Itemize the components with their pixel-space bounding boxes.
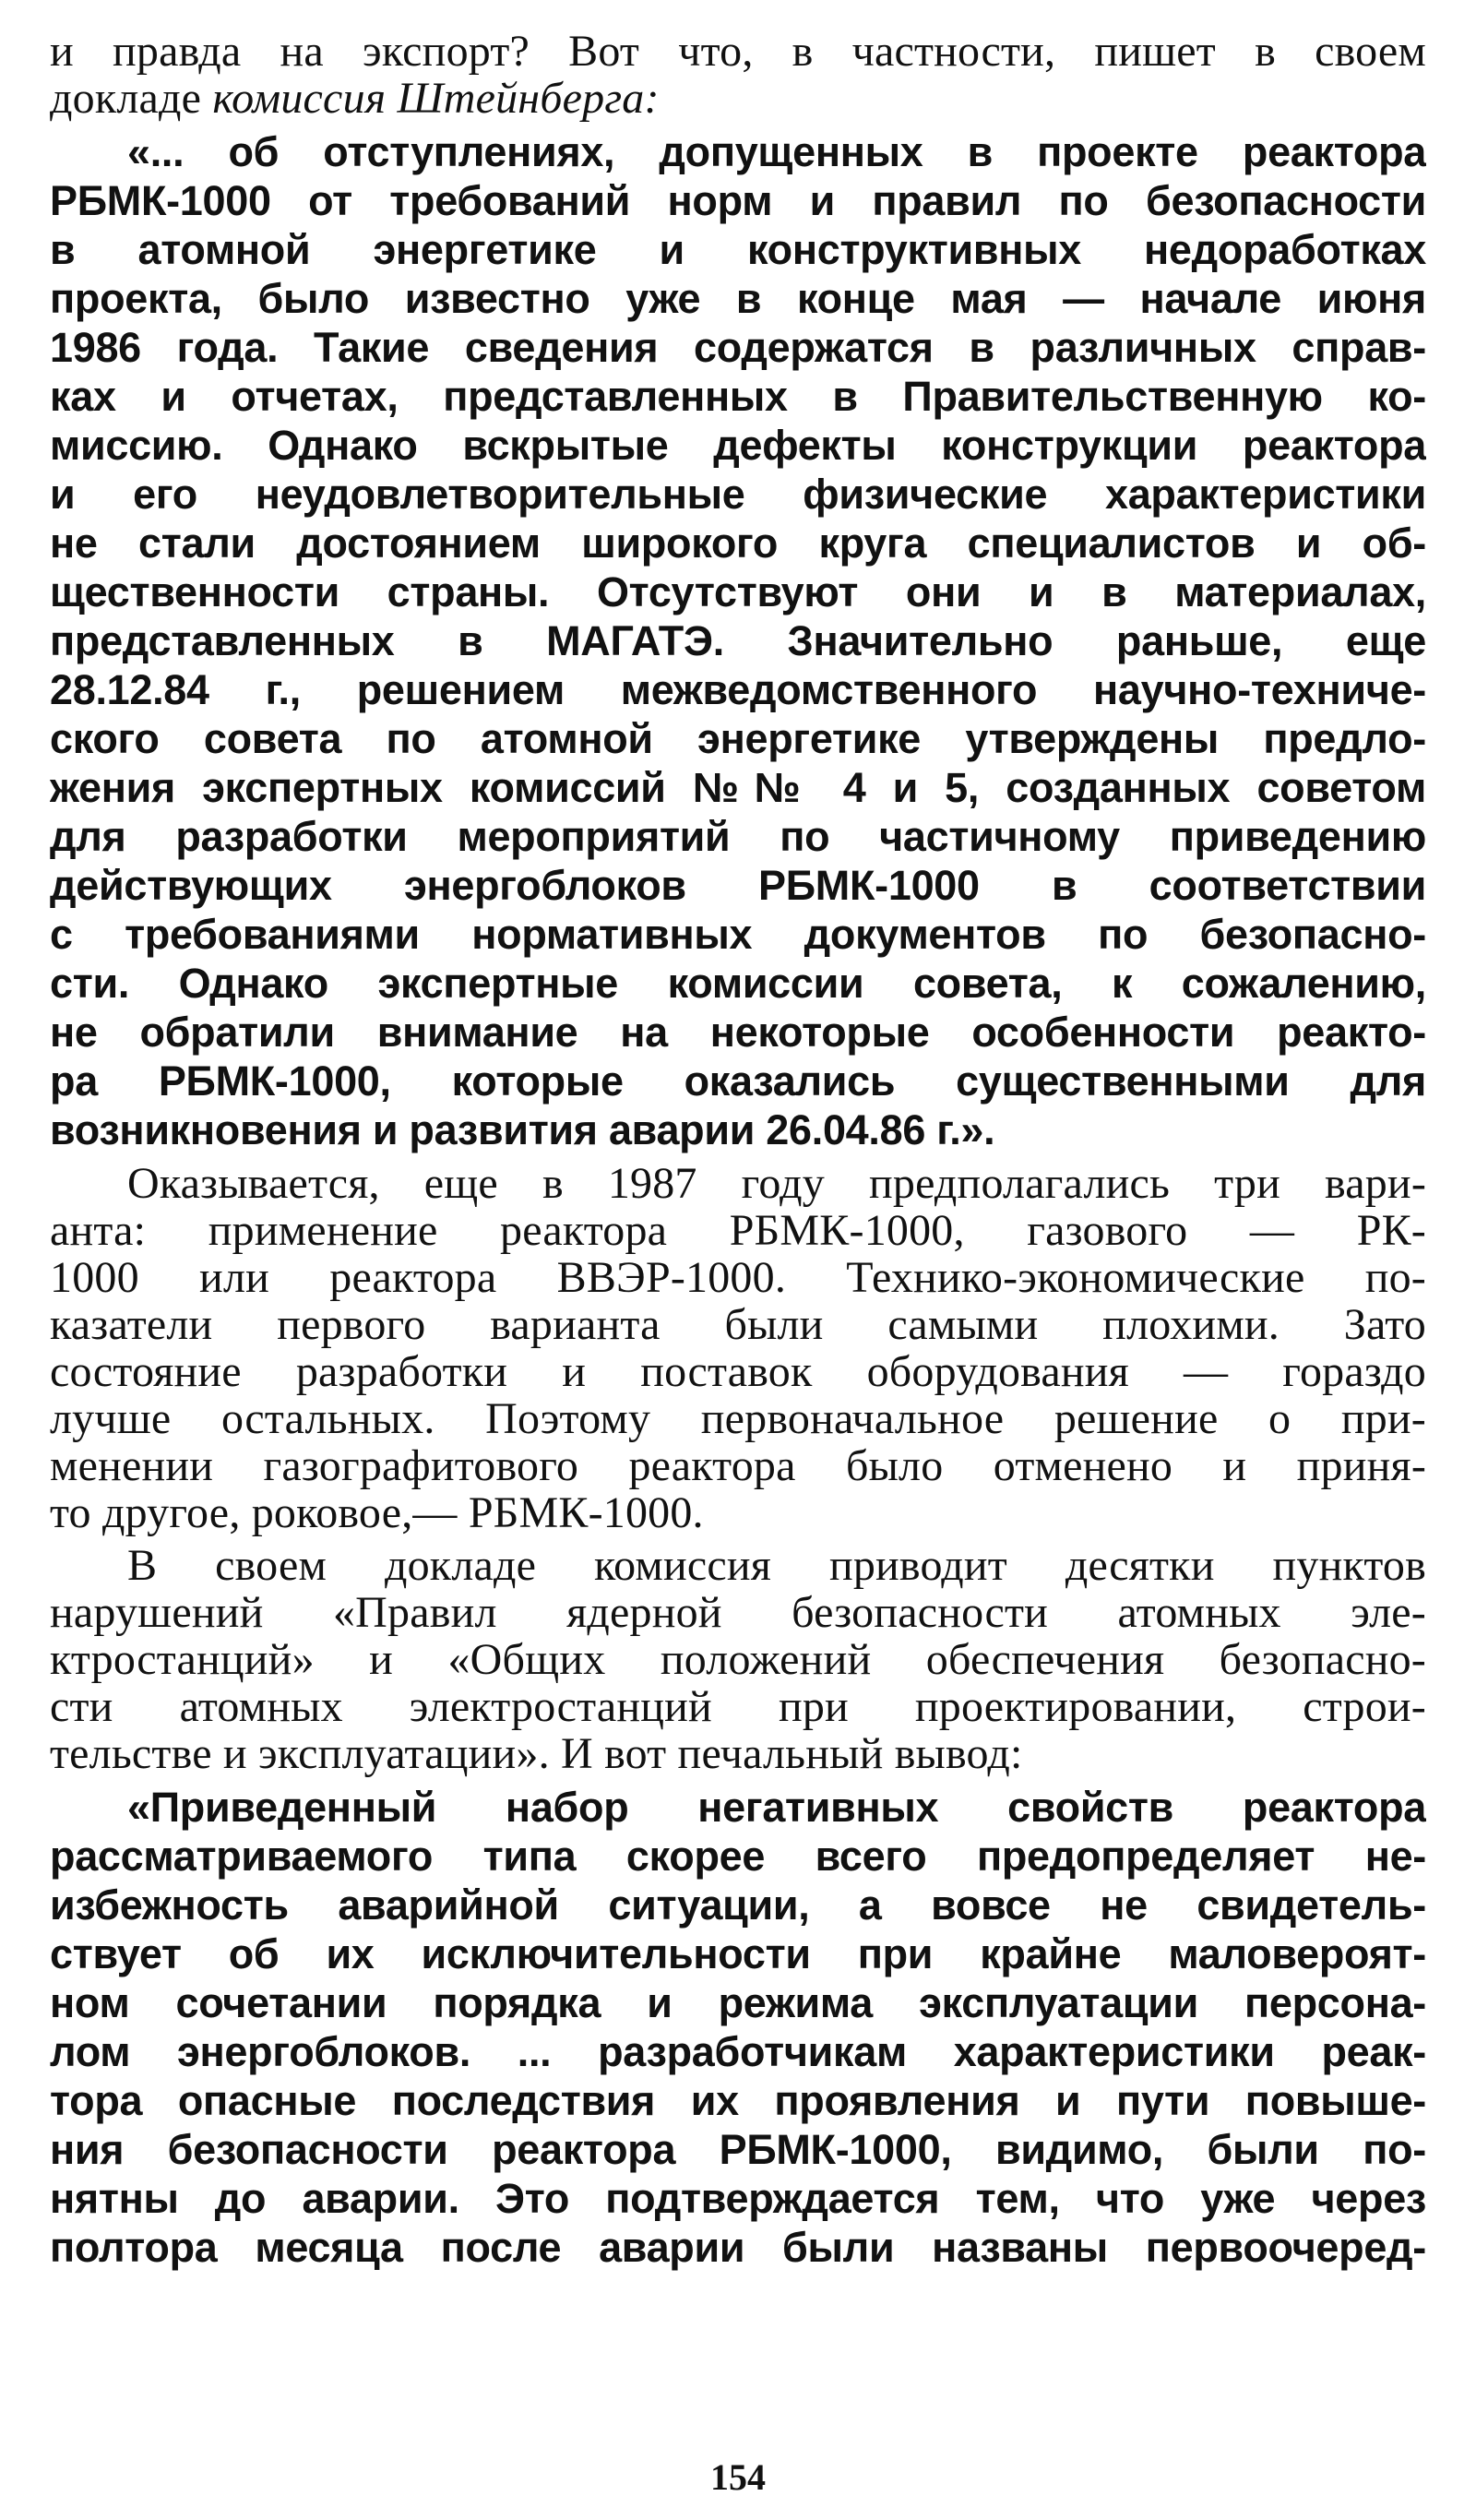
text-line: не стали достоянием широкого круга специалистов и об- [50,520,1426,567]
text-line: для разработки мероприятий по частичному приведению [50,813,1426,860]
commission-name: комиссия Штейнберга: [212,75,660,122]
text-line: в атомной энергетике и конструктивных недоработках [50,226,1426,273]
text-line: казатели первого варианта были самыми плохими. Зато [50,1301,1426,1348]
text-line: тора опасные последствия их проявления и пути повыше- [50,2077,1426,2124]
text-line: не обратили внимание на некоторые особенности реакто- [50,1009,1426,1056]
body-paragraph-3 [50,1542,1426,1777]
text-line: РБМК-1000 от требований норм и правил по безопасности [50,177,1426,224]
text-line: ном сочетании порядка и режима эксплуатации персона- [50,1979,1426,2026]
text-line: «Приведенный набор негативных свойств реактора [127,1784,1426,1831]
text-line: жения экспертных комиссий №№ 4 и 5, созданных советом [50,764,1426,811]
text-line: «... об отступлениях, допущенных в проекте реактора [127,128,1426,175]
text-line: Оказывается, еще в 1987 году предполагались три вари- [127,1160,1426,1207]
quote-paragraph-2 [50,1783,1426,2272]
text-line: возникновения и развития аварии 26.04.86 г.». [50,1106,995,1153]
body-paragraph-2 [50,1160,1426,1536]
text-line: 28.12.84 г., решением межведомственного научно-техниче- [50,666,1426,713]
text-line: ствует об их исключительности при крайне маловероят- [50,1930,1426,1977]
text-line: ктростанций» и «Общих положений обеспечения безопасно- [50,1636,1426,1683]
text-line: ского совета по атомной энергетике утверждены предло- [50,715,1426,762]
text-line: то другое, роковое,— РБМК-1000. [50,1489,704,1536]
text-line: сти. Однако экспертные комиссии совета, к сожалению, [50,960,1426,1007]
page-text [50,28,1426,2272]
text-line: тельстве и эксплуатации». И вот печальный вывод: [50,1730,1023,1777]
text-line: представленных в МАГАТЭ. Значительно раньше, еще [50,617,1426,664]
text-line: лучше остальных. Поэтому первоначальное решение о при- [50,1395,1426,1442]
text-line: избежность аварийной ситуации, а вовсе не свидетель- [50,1881,1426,1929]
text-line: и правда на экспорт? Вот что, в частности, пишет в своем [50,28,1426,75]
text-line: 1000 или реактора ВВЭР-1000. Технико-экономические по- [50,1254,1426,1301]
text-line: ра РБМК-1000, которые оказались существенными для [50,1057,1426,1105]
text-line [50,75,1426,122]
text-line: и его неудовлетворительные физические характеристики [50,471,1426,518]
text-line: 1986 года. Такие сведения содержатся в различных справ- [50,324,1426,371]
text-line: ния безопасности реактора РБМК-1000, видимо, были по- [50,2126,1426,2173]
text-line: нятны до аварии. Это подтверждается тем, что уже через [50,2175,1426,2222]
text-line: состояние разработки и поставок оборудования — гораздо [50,1348,1426,1395]
intro-prefix: докладе [50,75,213,122]
intro-paragraph [50,28,1426,122]
text-line: В своем докладе комиссия приводит десятки пунктов [127,1542,1426,1589]
text-line: ках и отчетах, представленных в Правительственную ко- [50,373,1426,420]
text-line: нарушений «Правил ядерной безопасности атомных эле- [50,1589,1426,1636]
text-line: анта: применение реактора РБМК-1000, газового — РК- [50,1207,1426,1254]
text-line: полтора месяца после аварии были названы первоочеред- [50,2224,1426,2271]
text-line: действующих энергоблоков РБМК-1000 в соответствии [50,862,1426,909]
text-line: сти атомных электростанций при проектировании, строи- [50,1683,1426,1730]
page-number: 154 [710,2456,766,2498]
text-line: лом энергоблоков. ... разработчикам характеристики реак- [50,2028,1426,2075]
text-line: менении газографитового реактора было отменено и приня- [50,1442,1426,1489]
text-line: с требованиями нормативных документов по безопасно- [50,911,1426,958]
text-line: рассматриваемого типа скорее всего предопределяет не- [50,1833,1426,1880]
text-line: миссию. Однако вскрытые дефекты конструкции реактора [50,422,1426,469]
text-line: проекта, было известно уже в конце мая — начале июня [50,275,1426,322]
quote-paragraph-1 [50,127,1426,1154]
text-line: щественности страны. Отсутствуют они и в материалах, [50,568,1426,615]
